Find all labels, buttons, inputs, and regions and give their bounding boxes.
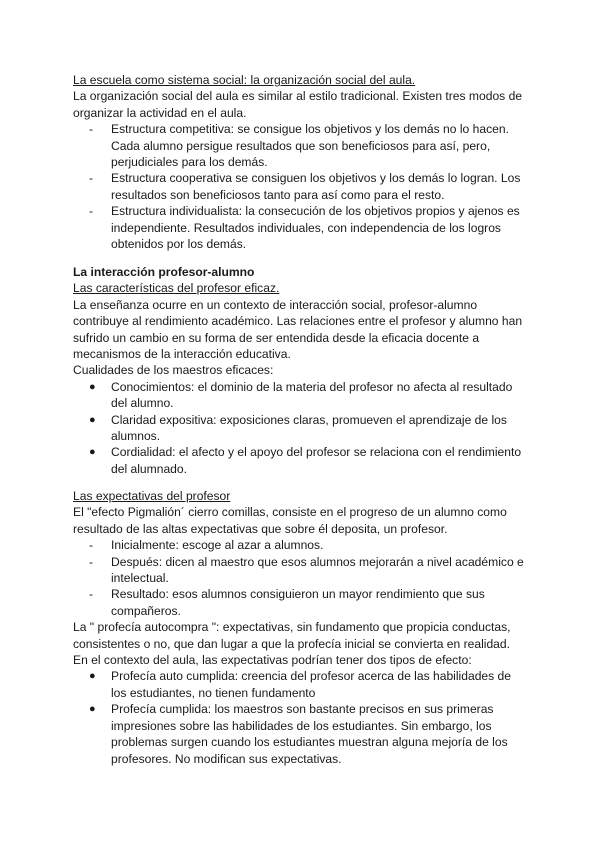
list-item: - Estructura cooperativa se consiguen los objetivos y los demás lo logran. Los resultados son beneficiosos tanto para así como para el resto. xyxy=(89,171,521,202)
paragraph-line: La enseñanza ocurre en un contexto de interacción social, profesor-alumno xyxy=(73,297,478,312)
section-subheading: Las expectativas del profesor xyxy=(73,489,231,503)
list-item: - Inicialmente: escoge al azar a alumnos. xyxy=(89,538,324,553)
dash-marker: - xyxy=(89,587,94,602)
dash-marker: - xyxy=(89,122,94,137)
section-subheading: Las características del profesor eficaz. xyxy=(73,281,280,296)
paragraph-line: La organización social del aula es similar al estilo tradicional. Existen tres modos de xyxy=(73,89,523,104)
list-item: - Estructura individualista: la consecución de los objetivos propios y ajenos es independiente. Resultados individuales, con independencia de los logros obtenidos por los demás. xyxy=(89,204,520,252)
dash-marker: - xyxy=(89,171,94,186)
list-item: ● Profecía cumplida: los maestros son bastante precisos en sus primeras impresiones sobre las habilidades de los estudiantes. Sin embargo, los problemas surgen cuando los estudiantes muestran alguna mejoría de los profesores. No modifican sus expectativas. xyxy=(89,702,508,766)
bullet-marker: ● xyxy=(89,413,96,426)
section-teacher-student xyxy=(73,264,533,477)
paragraph-line: mecanismos de la interacción educativa. xyxy=(73,347,291,362)
bullet-marker: ● xyxy=(89,446,96,459)
list-item: ● Conocimientos: el dominio de la materia del profesor no afecta al resultado del alumno. xyxy=(89,379,513,411)
list-item: ● Profecía auto cumplida: creencia del profesor acerca de las habilidades de los estudiantes, no tienen fundamento xyxy=(89,669,512,700)
section-title: La interacción profesor-alumno xyxy=(73,265,255,279)
section-teacher-expectations xyxy=(73,488,533,767)
paragraph-line: contribuye al rendimiento académico. Las relaciones entre el profesor y alumno han xyxy=(73,314,523,329)
dash-marker: - xyxy=(89,204,94,219)
list-item: ● Cordialidad: el afecto y el apoyo del profesor se relaciona con el rendimiento del alumnado. xyxy=(89,445,522,476)
section-social-organization xyxy=(73,72,533,252)
dash-marker: - xyxy=(89,554,94,569)
bullet-marker: ● xyxy=(89,703,96,716)
paragraph-line: consistentes o no, que dan lugar a que la profecía inicial se convierta en realidad. xyxy=(73,636,510,651)
bullet-marker: ● xyxy=(89,380,96,393)
paragraph-line: sufrido un cambio en su forma de ser entendida desde la eficacia docente a xyxy=(73,330,480,345)
list-item: - Resultado: esos alumnos consiguieron un mayor rendimiento que sus compañeros. xyxy=(89,587,485,618)
paragraph-line: Cualidades de los maestros eficaces: xyxy=(73,363,274,378)
paragraph-line: organizar la actividad en el aula. xyxy=(73,105,247,120)
paragraph-line: La " profecía autocompra ": expectativas, sin fundamento que propicia conductas, xyxy=(73,620,511,635)
dash-marker: - xyxy=(89,538,94,553)
bullet-marker: ● xyxy=(89,670,96,683)
paragraph-line: En el contexto del aula, las expectativas podrían tener dos tipos de efecto: xyxy=(73,653,472,668)
paragraph-line: resultado de las altas expectativas que sobre él deposita, un profesor. xyxy=(73,521,448,536)
list-item: ● Claridad expositiva: exposiciones claras, promueven el aprendizaje de los alumnos. xyxy=(89,412,507,444)
paragraph-line: El "efecto Pigmalión´ cierro comillas, consiste en el progreso de un alumno como xyxy=(73,505,507,520)
list-item: - Después: dicen al maestro que esos alumnos mejorarán a nivel académico e intelectual. xyxy=(89,554,524,586)
list-item: - Estructura competitiva: se consigue los objetivos y los demás no lo hacen. Cada alumno persigue resultados que son beneficiosos para así, pero, perjudiciales para los demás. xyxy=(89,122,509,170)
section-heading: La escuela como sistema social: la organización social del aula. xyxy=(73,73,416,87)
